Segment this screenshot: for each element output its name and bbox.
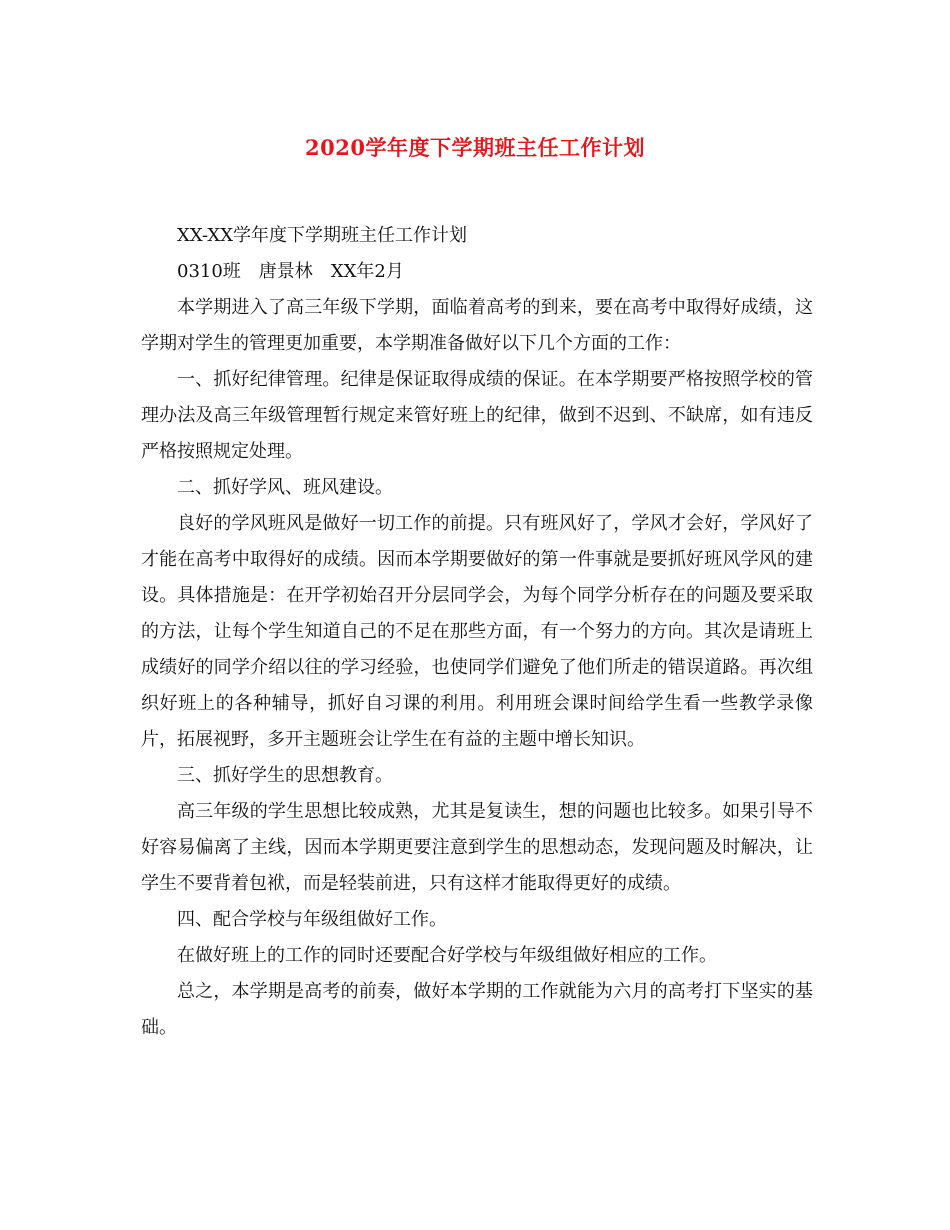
document-body: [141, 218, 813, 1046]
paragraph-subtitle: XX-XX学年度下学期班主任工作计划: [177, 225, 468, 246]
paragraph-heading-2: 二、抓好学风、班风建设。: [177, 477, 393, 498]
paragraph-section-2: 良好的学风班风是做好一切工作的前提。只有班风好了，学风才会好，学风好了才能在高考中取得好的成绩。因而本学期要做好的第一件事就是要抓好班风学风的建设。具体措施是：在开学初始召开分层同学会，为每个同学分析存在的问题及要采取的方法，让每个学生知道自己的不足在那些方面，有一个努力的方向。其次是请班上成绩好的同学介绍以往的学习经验，也使同学们避免了他们所走的错误道路。再次组织好班上的各种辅导，抓好自习课的利用。利用班会课时间给学生看一些教学录像片，拓展视野，多开主题班会让学生在有益的主题中增长知识。: [141, 513, 813, 750]
paragraph-author-line: 0310班 唐景林 XX年2月: [177, 261, 404, 282]
document-title: 2020学年度下学期班主任工作计划: [305, 135, 645, 160]
paragraph-section-1: 一、抓好纪律管理。纪律是保证取得成绩的保证。在本学期要严格按照学校的管理办法及高三年级管理暂行规定来管好班上的纪律，做到不迟到、不缺席，如有违反严格按照规定处理。: [141, 369, 813, 462]
paragraph-section-3: 高三年级的学生思想比较成熟，尤其是复读生，想的问题也比较多。如果引导不好容易偏离了主线，因而本学期更要注意到学生的思想动态，发现问题及时解决，让学生不要背着包袱，而是轻装前进，只有这样才能取得更好的成绩。: [141, 801, 813, 894]
paragraph-section-4: 在做好班上的工作的同时还要配合好学校与年级组做好相应的工作。: [177, 945, 717, 966]
paragraph-heading-3: 三、抓好学生的思想教育。: [177, 765, 393, 786]
paragraph-conclusion: 总之，本学期是高考的前奏，做好本学期的工作就能为六月的高考打下坚实的基础。: [141, 981, 813, 1038]
paragraph-heading-4: 四、配合学校与年级组做好工作。: [177, 909, 447, 930]
paragraph-intro: 本学期进入了高三年级下学期，面临着高考的到来，要在高考中取得好成绩，这学期对学生的管理更加重要，本学期准备做好以下几个方面的工作：: [141, 297, 813, 354]
